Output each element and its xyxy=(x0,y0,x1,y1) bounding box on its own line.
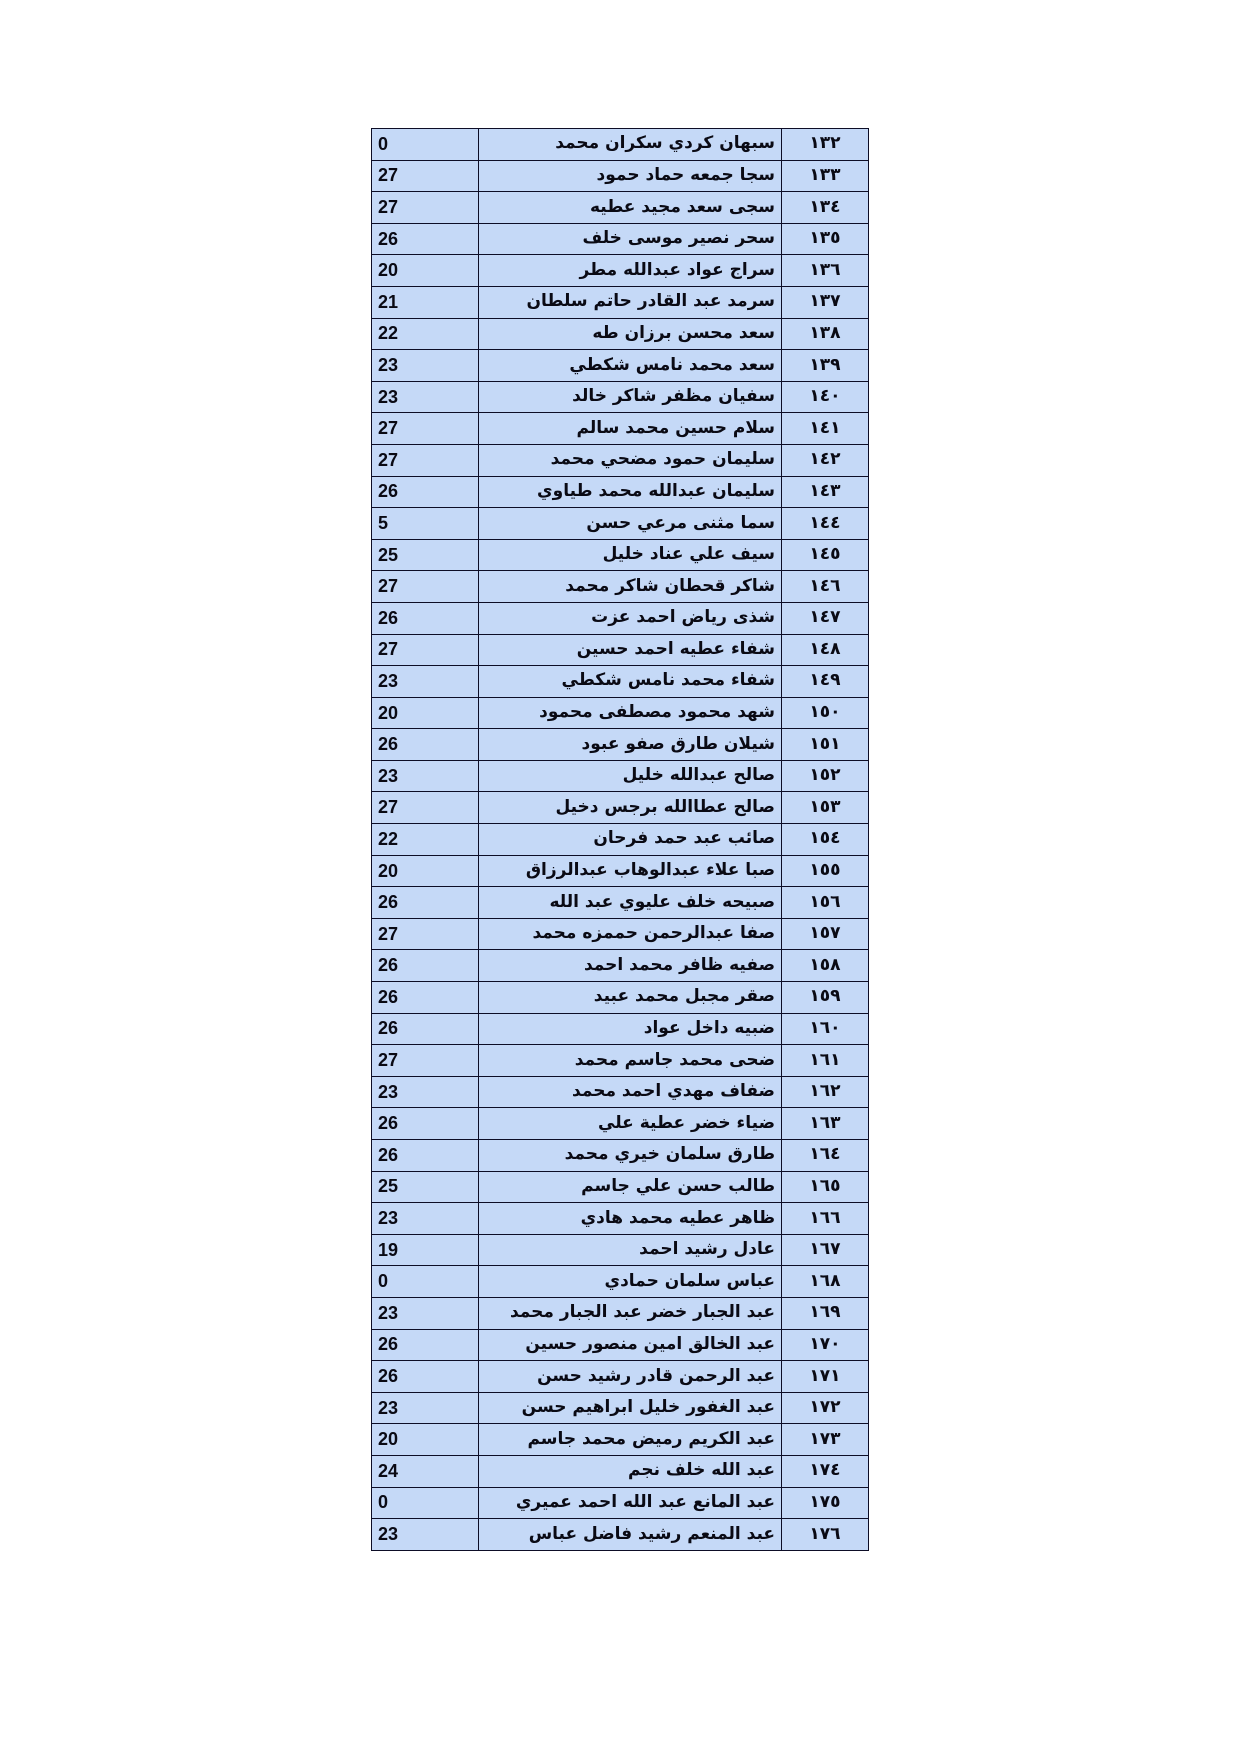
cell-name: شفاء محمد نامس شكطي xyxy=(479,666,782,698)
cell-name: صفيه ظافر محمد احمد xyxy=(479,950,782,982)
cell-name: عبد الكريم رميض محمد جاسم xyxy=(479,1424,782,1456)
cell-name: سليمان حمود مضحي محمد xyxy=(479,444,782,476)
cell-index: ١٥٤ xyxy=(782,824,869,856)
table-row xyxy=(372,950,869,982)
cell-index: ١٤٥ xyxy=(782,539,869,571)
cell-name: سما مثنى مرعي حسن xyxy=(479,508,782,540)
cell-name: سجا جمعه حماد حمود xyxy=(479,160,782,192)
table-row xyxy=(372,1171,869,1203)
cell-score: 23 xyxy=(372,350,479,382)
table-row xyxy=(372,855,869,887)
cell-index: ١٥٥ xyxy=(782,855,869,887)
cell-score: 23 xyxy=(372,1203,479,1235)
cell-name: عادل رشيد احمد xyxy=(479,1234,782,1266)
cell-name: ضياء خضر عطية علي xyxy=(479,1108,782,1140)
cell-index: ١٦١ xyxy=(782,1045,869,1077)
table-row xyxy=(372,476,869,508)
cell-name: صقر مجبل محمد عبيد xyxy=(479,982,782,1014)
cell-score: 25 xyxy=(372,539,479,571)
table-row xyxy=(372,1424,869,1456)
cell-score: 23 xyxy=(372,381,479,413)
cell-score: 26 xyxy=(372,1361,479,1393)
table-row xyxy=(372,634,869,666)
cell-name: عبد الغفور خليل ابراهيم حسن xyxy=(479,1392,782,1424)
cell-index: ١٥٦ xyxy=(782,887,869,919)
cell-score: 23 xyxy=(372,760,479,792)
cell-score: 27 xyxy=(372,413,479,445)
cell-index: ١٧١ xyxy=(782,1361,869,1393)
names-score-table xyxy=(371,128,869,1551)
table-row xyxy=(372,1455,869,1487)
cell-score: 25 xyxy=(372,1171,479,1203)
table-row xyxy=(372,1203,869,1235)
table-row xyxy=(372,539,869,571)
cell-name: سعد محمد نامس شكطي xyxy=(479,350,782,382)
table-row xyxy=(372,1076,869,1108)
table-row xyxy=(372,824,869,856)
table-body xyxy=(372,129,869,1551)
table-row xyxy=(372,129,869,161)
table-row xyxy=(372,697,869,729)
cell-score: 20 xyxy=(372,855,479,887)
table-row xyxy=(372,444,869,476)
cell-name: عبد المنعم رشيد فاضل عباس xyxy=(479,1519,782,1551)
cell-score: 20 xyxy=(372,1424,479,1456)
cell-name: سفيان مظفر شاكر خالد xyxy=(479,381,782,413)
cell-index: ١٧٤ xyxy=(782,1455,869,1487)
table-row xyxy=(372,1234,869,1266)
cell-index: ١٦٨ xyxy=(782,1266,869,1298)
table-row xyxy=(372,286,869,318)
cell-score: 26 xyxy=(372,1108,479,1140)
cell-index: ١٤٠ xyxy=(782,381,869,413)
cell-name: سيف علي عناد خليل xyxy=(479,539,782,571)
table-row xyxy=(372,602,869,634)
cell-score: 20 xyxy=(372,697,479,729)
cell-score: 23 xyxy=(372,1297,479,1329)
cell-index: ١٧٣ xyxy=(782,1424,869,1456)
cell-score: 27 xyxy=(372,792,479,824)
table-row xyxy=(372,350,869,382)
cell-score: 24 xyxy=(372,1455,479,1487)
table-row xyxy=(372,1045,869,1077)
cell-index: ١٤٧ xyxy=(782,602,869,634)
cell-name: عبد الرحمن قادر رشيد حسن xyxy=(479,1361,782,1393)
cell-name: شاكر قحطان شاكر محمد xyxy=(479,571,782,603)
cell-index: ١٤٦ xyxy=(782,571,869,603)
cell-name: عبد الجبار خضر عبد الجبار محمد xyxy=(479,1297,782,1329)
table-row xyxy=(372,729,869,761)
cell-score: 27 xyxy=(372,160,479,192)
cell-index: ١٦٥ xyxy=(782,1171,869,1203)
table-row xyxy=(372,1361,869,1393)
cell-index: ١٧٠ xyxy=(782,1329,869,1361)
cell-index: ١٥١ xyxy=(782,729,869,761)
cell-index: ١٣٧ xyxy=(782,286,869,318)
table-row xyxy=(372,1392,869,1424)
cell-score: 26 xyxy=(372,223,479,255)
table-row xyxy=(372,255,869,287)
cell-index: ١٦٢ xyxy=(782,1076,869,1108)
cell-name: طارق سلمان خيري محمد xyxy=(479,1140,782,1172)
cell-index: ١٣٤ xyxy=(782,192,869,224)
cell-score: 27 xyxy=(372,634,479,666)
cell-index: ١٧٥ xyxy=(782,1487,869,1519)
cell-score: 26 xyxy=(372,1140,479,1172)
cell-index: ١٤٩ xyxy=(782,666,869,698)
cell-index: ١٥٨ xyxy=(782,950,869,982)
cell-score: 26 xyxy=(372,729,479,761)
table-row xyxy=(372,1013,869,1045)
cell-index: ١٦٠ xyxy=(782,1013,869,1045)
cell-score: 5 xyxy=(372,508,479,540)
table-row xyxy=(372,1487,869,1519)
cell-index: ١٣٩ xyxy=(782,350,869,382)
cell-index: ١٦٣ xyxy=(782,1108,869,1140)
cell-name: ضحى محمد جاسم محمد xyxy=(479,1045,782,1077)
cell-name: عبد الخالق امين منصور حسين xyxy=(479,1329,782,1361)
cell-index: ١٥٩ xyxy=(782,982,869,1014)
cell-index: ١٦٩ xyxy=(782,1297,869,1329)
cell-score: 22 xyxy=(372,824,479,856)
cell-score: 0 xyxy=(372,129,479,161)
cell-score: 23 xyxy=(372,1392,479,1424)
cell-name: سجى سعد مجيد عطيه xyxy=(479,192,782,224)
table-row xyxy=(372,1519,869,1551)
cell-name: ضفاف مهدي احمد محمد xyxy=(479,1076,782,1108)
table-row xyxy=(372,982,869,1014)
cell-index: ١٤٢ xyxy=(782,444,869,476)
cell-index: ١٥٣ xyxy=(782,792,869,824)
table-row xyxy=(372,666,869,698)
cell-name: شذى رياض احمد عزت xyxy=(479,602,782,634)
cell-index: ١٣٢ xyxy=(782,129,869,161)
cell-index: ١٥٧ xyxy=(782,918,869,950)
cell-score: 26 xyxy=(372,887,479,919)
table-row xyxy=(372,571,869,603)
table-row xyxy=(372,1329,869,1361)
cell-index: ١٤٣ xyxy=(782,476,869,508)
cell-name: عباس سلمان حمادي xyxy=(479,1266,782,1298)
cell-name: عبد المانع عبد الله احمد عميري xyxy=(479,1487,782,1519)
cell-name: صبا علاء عبدالوهاب عبدالرزاق xyxy=(479,855,782,887)
cell-score: 26 xyxy=(372,1329,479,1361)
table-row xyxy=(372,1140,869,1172)
cell-score: 26 xyxy=(372,476,479,508)
cell-name: طالب حسن علي جاسم xyxy=(479,1171,782,1203)
cell-score: 27 xyxy=(372,1045,479,1077)
table-row xyxy=(372,381,869,413)
cell-score: 26 xyxy=(372,1013,479,1045)
cell-name: ضبيه داخل عواد xyxy=(479,1013,782,1045)
cell-score: 26 xyxy=(372,982,479,1014)
table-row xyxy=(372,413,869,445)
cell-index: ١٣٦ xyxy=(782,255,869,287)
cell-score: 27 xyxy=(372,444,479,476)
cell-index: ١٧٦ xyxy=(782,1519,869,1551)
cell-name: سرمد عبد القادر حاتم سلطان xyxy=(479,286,782,318)
cell-index: ١٤١ xyxy=(782,413,869,445)
table-row xyxy=(372,318,869,350)
cell-name: صائب عبد حمد فرحان xyxy=(479,824,782,856)
cell-name: شفاء عطيه احمد حسين xyxy=(479,634,782,666)
cell-score: 27 xyxy=(372,571,479,603)
cell-name: سحر نصير موسى خلف xyxy=(479,223,782,255)
cell-name: سليمان عبدالله محمد طياوي xyxy=(479,476,782,508)
table-row xyxy=(372,760,869,792)
cell-name: سلام حسين محمد سالم xyxy=(479,413,782,445)
cell-name: شيلان طارق صفو عبود xyxy=(479,729,782,761)
cell-score: 23 xyxy=(372,666,479,698)
cell-index: ١٥٠ xyxy=(782,697,869,729)
cell-score: 0 xyxy=(372,1487,479,1519)
table-row xyxy=(372,160,869,192)
cell-name: صفا عبدالرحمن حممزه محمد xyxy=(479,918,782,950)
cell-score: 26 xyxy=(372,950,479,982)
cell-score: 21 xyxy=(372,286,479,318)
cell-name: سراج عواد عبدالله مطر xyxy=(479,255,782,287)
cell-index: ١٦٤ xyxy=(782,1140,869,1172)
cell-score: 20 xyxy=(372,255,479,287)
cell-index: ١٤٨ xyxy=(782,634,869,666)
cell-name: صالح عبدالله خليل xyxy=(479,760,782,792)
table-row xyxy=(372,192,869,224)
cell-score: 26 xyxy=(372,602,479,634)
cell-score: 27 xyxy=(372,918,479,950)
cell-index: ١٦٧ xyxy=(782,1234,869,1266)
cell-index: ١٥٢ xyxy=(782,760,869,792)
table-row xyxy=(372,1108,869,1140)
cell-name: شهد محمود مصطفى محمود xyxy=(479,697,782,729)
cell-index: ١٧٢ xyxy=(782,1392,869,1424)
cell-score: 23 xyxy=(372,1519,479,1551)
cell-index: ١٤٤ xyxy=(782,508,869,540)
cell-score: 0 xyxy=(372,1266,479,1298)
cell-name: صالح عطاالله برجس دخيل xyxy=(479,792,782,824)
cell-index: ١٦٦ xyxy=(782,1203,869,1235)
table-row xyxy=(372,1266,869,1298)
cell-index: ١٣٥ xyxy=(782,223,869,255)
cell-name: عبد الله خلف نجم xyxy=(479,1455,782,1487)
cell-name: صبيحه خلف عليوي عبد الله xyxy=(479,887,782,919)
cell-index: ١٣٣ xyxy=(782,160,869,192)
table-row xyxy=(372,1297,869,1329)
cell-name: سعد محسن برزان طه xyxy=(479,318,782,350)
table-row xyxy=(372,508,869,540)
table-row xyxy=(372,918,869,950)
cell-score: 27 xyxy=(372,192,479,224)
cell-score: 22 xyxy=(372,318,479,350)
cell-name: ظاهر عطيه محمد هادي xyxy=(479,1203,782,1235)
table-row xyxy=(372,887,869,919)
cell-index: ١٣٨ xyxy=(782,318,869,350)
cell-score: 23 xyxy=(372,1076,479,1108)
table-row xyxy=(372,223,869,255)
table-row xyxy=(372,792,869,824)
cell-name: سبهان كردي سكران محمد xyxy=(479,129,782,161)
cell-score: 19 xyxy=(372,1234,479,1266)
